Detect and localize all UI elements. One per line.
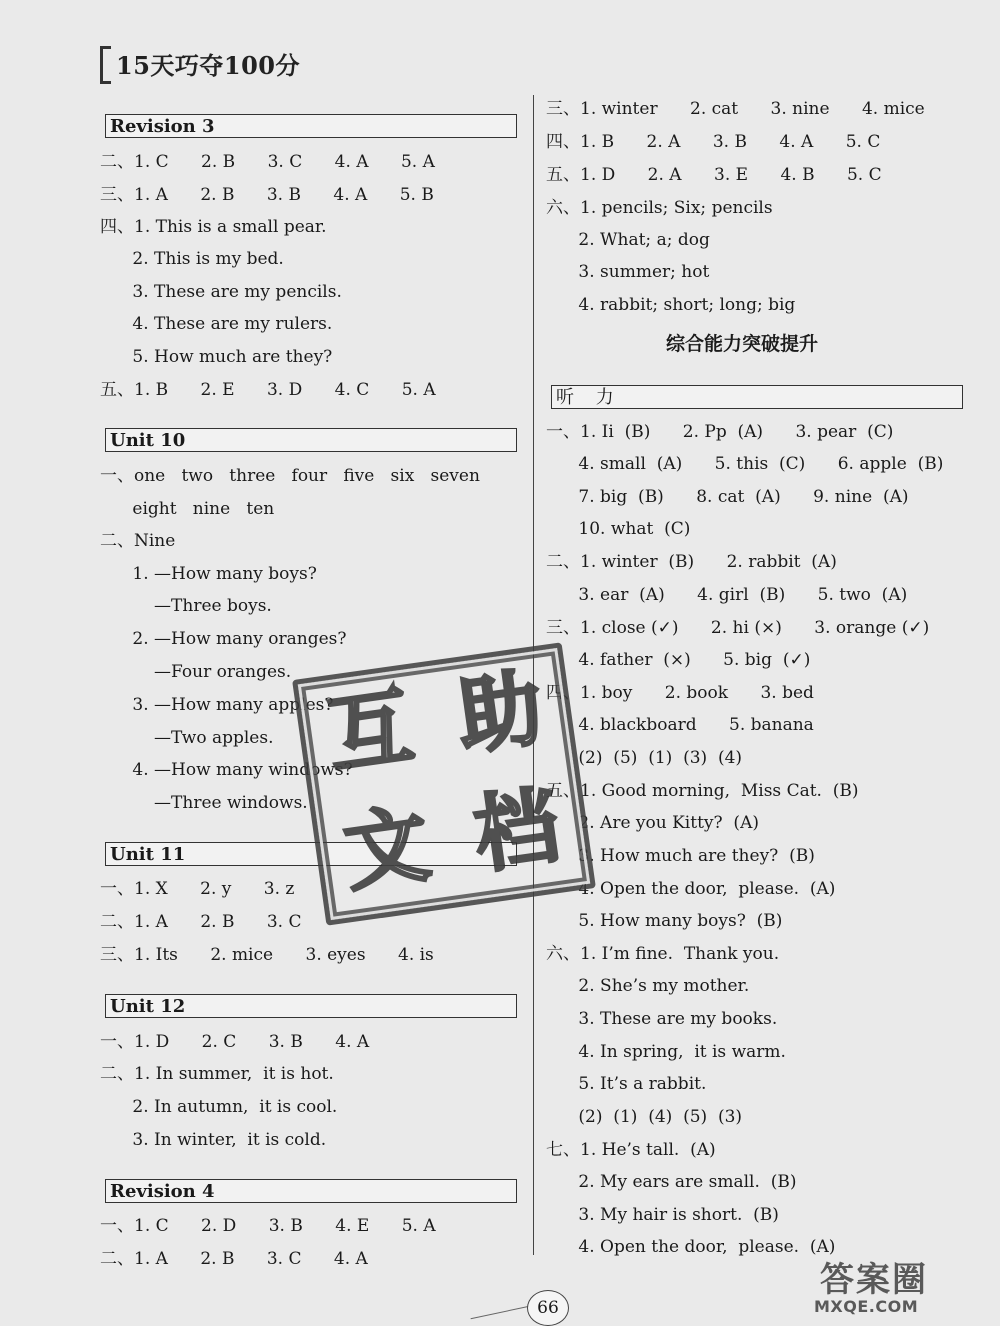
answer-line: 六、1. pencils; Six; pencils xyxy=(546,198,773,218)
answer-line: 10. what (C) xyxy=(546,519,691,539)
answer-line: 二、Nine xyxy=(100,531,176,551)
answer-line: 三、1. close (✓) 2. hi (×) 3. orange (✓) xyxy=(546,618,930,638)
section-header-revision-4: Revision 4 xyxy=(105,1179,517,1203)
logo-bracket xyxy=(100,46,111,84)
answer-line: 5. How much are they? xyxy=(100,347,333,367)
answer-line: 七、1. He’s tall. (A) xyxy=(546,1140,716,1160)
answer-line: 3. summer; hot xyxy=(546,262,710,282)
watermark-url: MXQE.COM xyxy=(814,1297,919,1316)
answer-line: —Three boys. xyxy=(100,596,272,616)
answer-line: —Four oranges. xyxy=(100,662,292,682)
answer-line: 五、1. D 2. A 3. E 4. B 5. C xyxy=(546,165,882,185)
answer-line: 2. Are you Kitty? (A) xyxy=(546,813,759,833)
answer-line: 5. How many boys? (B) xyxy=(546,911,783,931)
answer-line: 4. Open the door, please. (A) xyxy=(546,879,836,899)
answer-line: 4. father (×) 5. big (✓) xyxy=(546,650,811,670)
answer-line: 三、1. winter 2. cat 3. nine 4. mice xyxy=(546,99,925,119)
answer-line: 六、1. I’m fine. Thank you. xyxy=(546,944,780,964)
answer-line: —Two apples. xyxy=(100,728,274,748)
answer-line: 4. small (A) 5. this (C) 6. apple (B) xyxy=(546,454,944,474)
stamp-char: 助 xyxy=(451,658,549,767)
answer-line: 五、1. B 2. E 3. D 4. C 5. A xyxy=(100,380,436,400)
answer-line: 4. These are my rulers. xyxy=(100,314,333,334)
answer-line: 4. blackboard 5. banana xyxy=(546,715,814,735)
answer-line: 3. In winter, it is cold. xyxy=(100,1130,327,1150)
answer-line: 一、1. Ii (B) 2. Pp (A) 3. pear (C) xyxy=(546,422,894,442)
answer-line: 4. —How many windows? xyxy=(100,760,353,780)
answer-line: 3. —How many apples? xyxy=(100,695,334,715)
section-title: 综合能力突破提升 xyxy=(666,333,819,355)
answer-line: 三、1. Its 2. mice 3. eyes 4. is xyxy=(100,945,434,965)
logo-text: 15天巧夺100分 xyxy=(116,51,300,80)
answer-line: 四、1. This is a small pear. xyxy=(100,217,327,237)
answer-line: 二、1. A 2. B 3. C xyxy=(100,912,302,932)
answer-line: 一、one two three four five six seven xyxy=(100,466,480,486)
section-header-unit-11: Unit 11 xyxy=(105,842,517,866)
book-logo xyxy=(104,46,300,82)
answer-line: 2. This is my bed. xyxy=(100,249,284,269)
page-number-decoration xyxy=(471,1306,530,1319)
answer-line: (2) (5) (1) (3) (4) xyxy=(546,748,743,768)
answer-line: 3. These are my books. xyxy=(546,1009,778,1029)
answer-line: —Three windows. xyxy=(100,793,308,813)
answer-line: 四、1. boy 2. book 3. bed xyxy=(546,683,814,703)
answer-line: 2. —How many oranges? xyxy=(100,629,347,649)
answer-line: 2. She’s my mother. xyxy=(546,976,750,996)
answer-line: 三、1. A 2. B 3. B 4. A 5. B xyxy=(100,185,434,205)
stamp-char: 互 xyxy=(321,676,419,786)
answer-line: 2. In autumn, it is cool. xyxy=(100,1097,338,1117)
document-stamp xyxy=(292,642,596,925)
answer-line: 一、1. C 2. D 3. B 4. E 5. A xyxy=(100,1216,436,1236)
answer-line: 四、1. B 2. A 3. B 4. A 5. C xyxy=(546,132,881,152)
stamp-char: 档 xyxy=(468,775,566,885)
answer-line: 3. My hair is short. (B) xyxy=(546,1205,779,1225)
answer-line: 二、1. winter (B) 2. rabbit (A) xyxy=(546,552,837,572)
section-header-unit-10: Unit 10 xyxy=(105,428,517,452)
answer-line: eight nine ten xyxy=(100,499,275,519)
stamp-char: 文 xyxy=(338,794,436,903)
answer-line: 一、1. X 2. y 3. z xyxy=(100,879,295,899)
section-header-revision-3: Revision 3 xyxy=(105,114,517,138)
answer-line: 2. What; a; dog xyxy=(546,230,710,250)
answer-line: 4. rabbit; short; long; big xyxy=(546,295,796,315)
answer-line: 3. ear (A) 4. girl (B) 5. two (A) xyxy=(546,585,908,605)
answer-line: 二、1. A 2. B 3. C 4. A xyxy=(100,1249,368,1269)
answer-line: 7. big (B) 8. cat (A) 9. nine (A) xyxy=(546,487,909,507)
answer-line: 五、1. Good morning, Miss Cat. (B) xyxy=(546,781,859,801)
answer-line: 3. These are my pencils. xyxy=(100,282,342,302)
answer-line: 二、1. C 2. B 3. C 4. A 5. A xyxy=(100,152,435,172)
answer-line: 二、1. In summer, it is hot. xyxy=(100,1064,334,1084)
section-header-listening: 听 力 xyxy=(551,385,963,409)
answer-line: 4. In spring, it is warm. xyxy=(546,1042,786,1062)
answer-line: 一、1. D 2. C 3. B 4. A xyxy=(100,1032,370,1052)
answer-line: 4. Open the door, please. (A) xyxy=(546,1237,836,1257)
site-watermark xyxy=(800,1262,990,1322)
watermark-logo-text: 答案圈 xyxy=(820,1260,928,1300)
answer-line: 2. My ears are small. (B) xyxy=(546,1172,797,1192)
answer-line: 5. It’s a rabbit. xyxy=(546,1074,707,1094)
answer-line: 3. How much are they? (B) xyxy=(546,846,815,866)
answer-line: (2) (1) (4) (5) (3) xyxy=(546,1107,743,1127)
answer-line: 1. —How many boys? xyxy=(100,564,317,584)
section-header-unit-12: Unit 12 xyxy=(105,994,517,1018)
page-number: 66 xyxy=(527,1290,569,1326)
